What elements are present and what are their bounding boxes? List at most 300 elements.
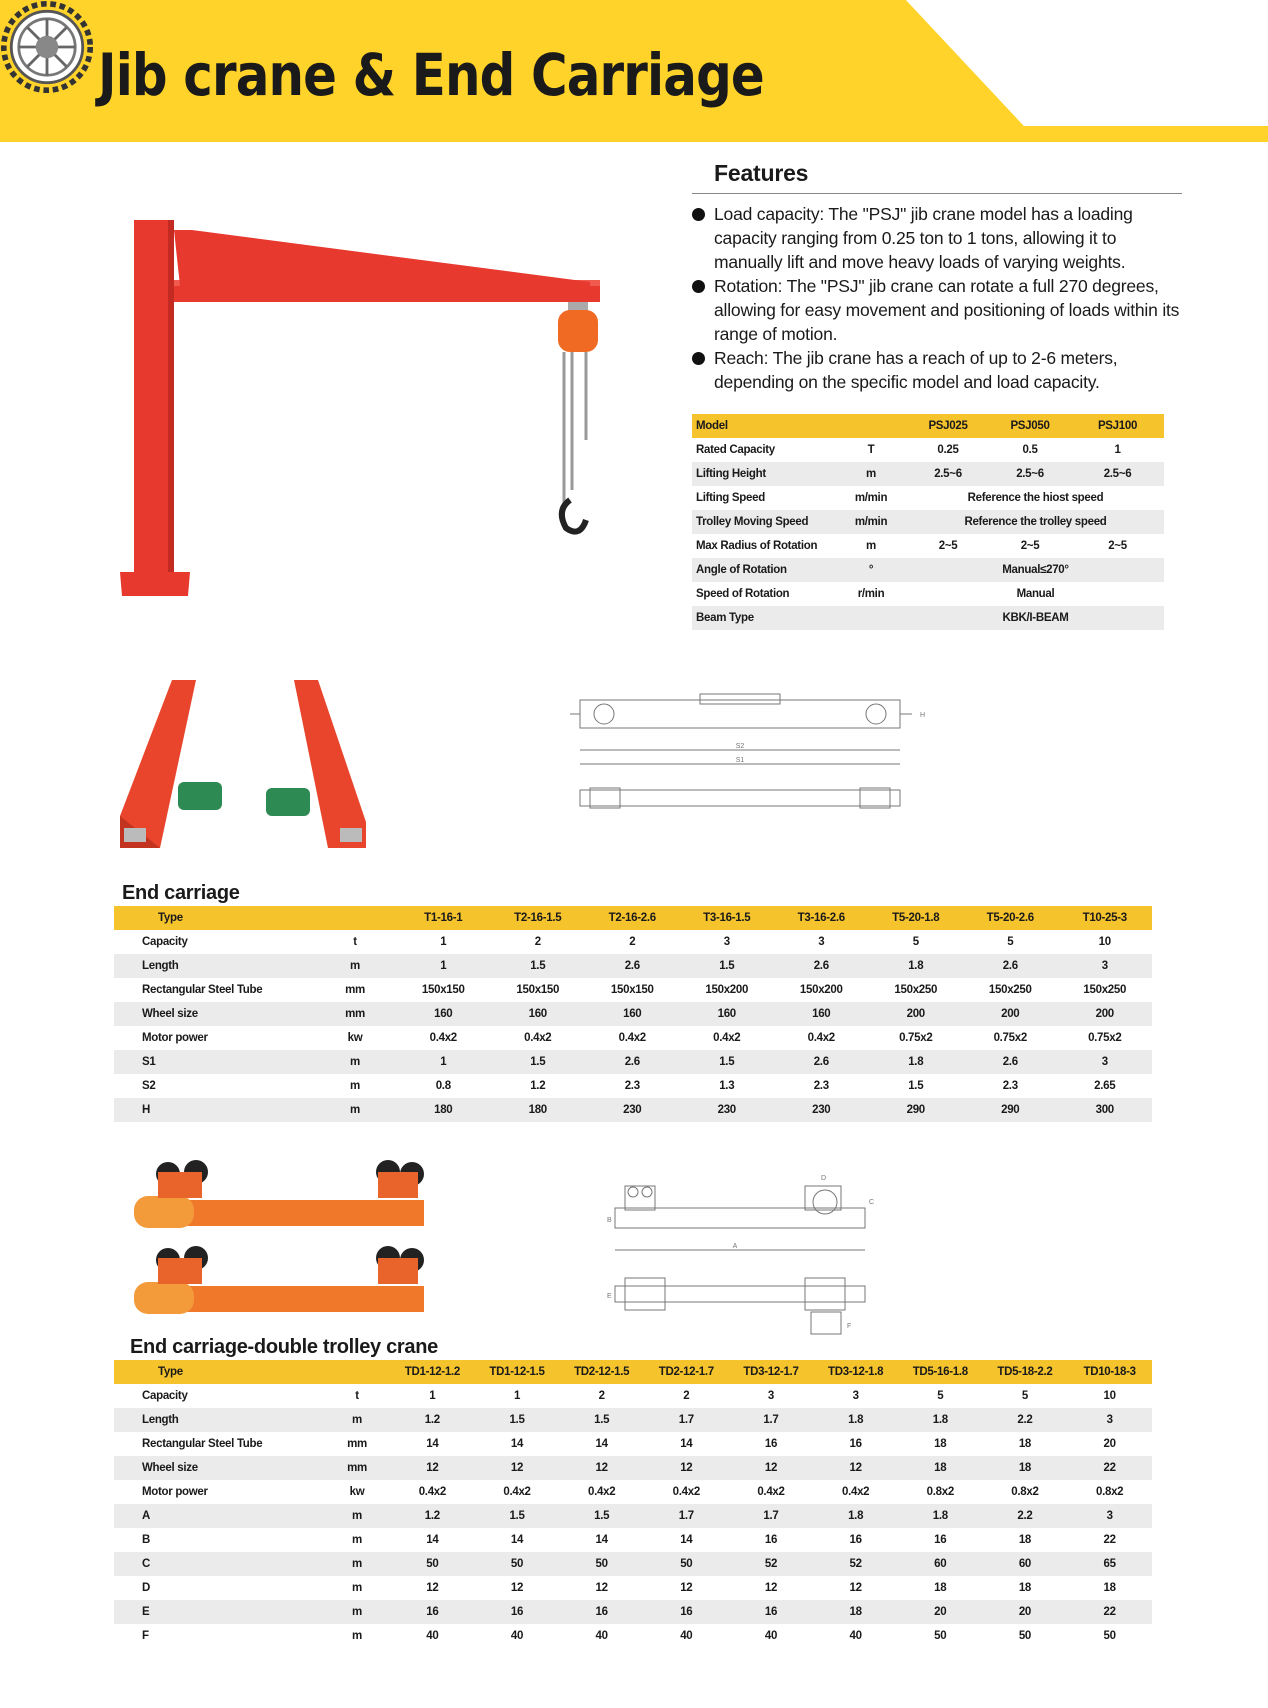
table-cell: 1.2: [390, 1504, 475, 1528]
table-cell: 160: [680, 1002, 775, 1026]
table-cell: 0.4x2: [618, 1032, 646, 1044]
table-cell: 1.5: [475, 1504, 560, 1528]
table-row: [114, 1098, 1152, 1122]
table-cell: 12: [849, 1582, 862, 1594]
unit-cell: t: [353, 936, 357, 948]
table-cell: 1.8: [813, 1504, 898, 1528]
table-cell: 0.8x2: [926, 1486, 954, 1498]
unit-cell: mm: [314, 1002, 396, 1026]
table-cell: 2.5~6: [989, 462, 1071, 486]
table-cell: 1: [440, 936, 447, 948]
table-cell: 50: [1103, 1630, 1116, 1642]
table-cell: 16: [764, 1534, 778, 1546]
unit-cell: m: [324, 1408, 390, 1432]
table-row: [114, 1504, 1152, 1528]
table-cell: 0.4x2: [524, 1032, 552, 1044]
table-row: [114, 1050, 1152, 1074]
table-cell: 0.4x2: [713, 1032, 741, 1044]
feature-load-capacity: Load capacity: The "PSJ" jib crane model has a loading capacity ranging from 0.25 ton to 1 tons, allowing it to manually lift and move heavy loads of varying weights.: [692, 202, 1182, 274]
table-row: [692, 534, 1164, 558]
table-row: [114, 1384, 1152, 1408]
table-row: [114, 954, 1152, 978]
table-cell: 200: [869, 1002, 964, 1026]
table-cell: 150x150: [516, 984, 560, 996]
table-cell: 50: [644, 1552, 729, 1576]
table-cell: 14: [680, 1534, 693, 1546]
table-cell: 300: [1058, 1098, 1153, 1122]
row-label: Motor power: [142, 1486, 208, 1498]
row-label: Length: [114, 954, 314, 978]
table-cell: 160: [585, 1002, 680, 1026]
dimension-label-s1: S1: [735, 757, 745, 764]
table-cell: 40: [426, 1630, 439, 1642]
table-cell: 12: [764, 1582, 778, 1594]
table-row: [114, 1026, 1152, 1050]
row-label: D: [142, 1582, 151, 1594]
table-cell: 1.2: [390, 1408, 475, 1432]
dimension-label-b: B: [607, 1217, 612, 1224]
table-cell: 160: [491, 1002, 586, 1026]
jib-crane-spec-table: [692, 414, 1164, 630]
header-cell: Type: [114, 1360, 324, 1384]
table-cell: 1.7: [729, 1504, 814, 1528]
unit-cell: mm: [324, 1456, 390, 1480]
unit-cell: m: [314, 1098, 396, 1122]
table-cell: 3: [1058, 954, 1153, 978]
unit-cell: mm: [347, 1438, 367, 1450]
table-cell: 2~5: [1108, 540, 1127, 552]
dimension-label-s2: S2: [735, 743, 745, 750]
table-cell: 1.7: [644, 1408, 729, 1432]
table-cell: 40: [849, 1630, 862, 1642]
table-cell: 1.5: [475, 1408, 560, 1432]
table-row: [114, 1528, 1152, 1552]
unit-cell: m: [835, 462, 907, 486]
header-cell: TD1-12-1.5: [475, 1360, 560, 1384]
table-header-row: [114, 906, 1152, 930]
header-banner: [0, 0, 1268, 142]
table-cell: 2: [629, 936, 636, 948]
row-label: Rated Capacity: [696, 444, 775, 456]
table-row: [692, 606, 1164, 630]
table-cell: 1: [1114, 444, 1121, 456]
table-cell: 16: [475, 1600, 560, 1624]
table-header-row: [114, 1360, 1152, 1384]
table-row: [692, 462, 1164, 486]
table-cell: 14: [595, 1438, 608, 1450]
feature-reach: Reach: The jib crane has a reach of up to 2-6 meters, depending on the specific model and load capacity.: [692, 346, 1182, 394]
table-cell: 2: [683, 1390, 690, 1402]
table-cell: 60: [983, 1552, 1068, 1576]
header-cell: [835, 414, 907, 438]
table-cell: KBK/I-BEAM: [907, 606, 1164, 630]
row-label: Rectangular Steel Tube: [142, 1438, 263, 1450]
row-label: S2: [142, 1080, 156, 1092]
features-list: [692, 202, 1182, 394]
table-cell: 22: [1067, 1600, 1152, 1624]
header-cell: TD2-12-1.7: [644, 1360, 729, 1384]
table-cell: 14: [595, 1534, 608, 1546]
table-row: [114, 1456, 1152, 1480]
table-cell: 3: [723, 936, 730, 948]
table-cell: 14: [426, 1438, 439, 1450]
table-cell: 16: [849, 1438, 862, 1450]
table-cell: 2.6: [774, 1050, 869, 1074]
table-cell: 18: [1018, 1534, 1032, 1546]
table-cell: 1: [429, 1390, 436, 1402]
table-cell: 150x250: [1083, 984, 1127, 996]
table-cell: 12: [680, 1582, 693, 1594]
table-cell: 2: [598, 1390, 605, 1402]
table-cell: 290: [869, 1098, 964, 1122]
unit-cell: mm: [345, 984, 365, 996]
end-carriage-spec-table: [114, 906, 1152, 1122]
table-row: [692, 486, 1164, 510]
table-cell: 0.4x2: [503, 1486, 531, 1498]
table-cell: 0.4x2: [807, 1032, 835, 1044]
table-row: [114, 1624, 1152, 1648]
table-cell: 150x150: [421, 984, 465, 996]
table-cell: 12: [729, 1456, 814, 1480]
header-cell: TD3-12-1.8: [813, 1360, 898, 1384]
table-cell: 2.2: [983, 1408, 1068, 1432]
table-cell: 0.25: [937, 444, 959, 456]
table-cell: 1.8: [869, 954, 964, 978]
table-cell: 14: [510, 1534, 524, 1546]
table-cell: 2~5: [1020, 540, 1040, 552]
feature-rotation: Rotation: The "PSJ" jib crane can rotate a full 270 degrees, allowing for easy movement and positioning of loads within its range of motion.: [692, 274, 1182, 346]
unit-cell: m: [314, 954, 396, 978]
table-cell: 18: [1103, 1582, 1116, 1594]
table-row: [114, 1480, 1152, 1504]
table-cell: 40: [764, 1630, 778, 1642]
table-cell: 0.4x2: [418, 1486, 446, 1498]
table-cell: 2.5~6: [907, 462, 989, 486]
header-cell: TD3-12-1.7: [729, 1360, 814, 1384]
table-cell: 1.5: [559, 1408, 644, 1432]
header-cell: TD5-18-2.2: [983, 1360, 1068, 1384]
table-row: [114, 978, 1152, 1002]
table-cell: 3: [1067, 1504, 1152, 1528]
unit-cell: [835, 606, 907, 630]
table-cell: 0.4x2: [588, 1486, 616, 1498]
table-cell: 2.6: [774, 954, 869, 978]
unit-cell: m: [350, 1080, 360, 1092]
unit-cell: m: [314, 1050, 396, 1074]
table-cell: 1.5: [680, 954, 775, 978]
header-cell: TD1-12-1.2: [390, 1360, 475, 1384]
table-cell: 22: [1103, 1534, 1116, 1546]
unit-cell: m: [352, 1534, 362, 1546]
header-cell: T3-16-2.6: [774, 906, 869, 930]
table-cell: 12: [644, 1456, 729, 1480]
table-cell: 1.5: [680, 1050, 775, 1074]
table-cell: 0.5: [1022, 444, 1038, 456]
table-row: [114, 930, 1152, 954]
unit-cell: m: [324, 1600, 390, 1624]
header-cell: PSJ100: [1071, 414, 1164, 438]
table-cell: 0.8x2: [1011, 1486, 1039, 1498]
table-cell: 230: [774, 1098, 869, 1122]
table-cell: 52: [813, 1552, 898, 1576]
dimension-label-d: D: [821, 1175, 827, 1182]
table-cell: 2.2: [983, 1504, 1068, 1528]
table-cell: 180: [396, 1098, 491, 1122]
unit-cell: kw: [347, 1032, 363, 1044]
table-cell: Manual: [1016, 588, 1055, 600]
table-cell: 5: [1021, 1390, 1028, 1402]
table-cell: 5: [937, 1390, 944, 1402]
table-row: [692, 438, 1164, 462]
header-cell: PSJ025: [907, 414, 989, 438]
table-cell: 0.4x2: [757, 1486, 785, 1498]
table-cell: 14: [426, 1534, 439, 1546]
page-title: Jib crane & End Carriage: [98, 41, 764, 109]
table-cell: 12: [390, 1456, 475, 1480]
table-cell: Reference the hiost speed: [967, 492, 1104, 504]
table-cell: 2.6: [963, 954, 1058, 978]
table-cell: 0.4x2: [672, 1486, 700, 1498]
table-cell: 16: [934, 1534, 947, 1546]
row-label: Lifting Height: [692, 462, 835, 486]
header-cell: T10-25-3: [1058, 906, 1153, 930]
table-cell: 1.8: [869, 1050, 964, 1074]
table-row: [114, 1552, 1152, 1576]
table-cell: 0.75x2: [899, 1032, 933, 1044]
row-label: Capacity: [142, 1390, 188, 1402]
row-label: Rectangular Steel Tube: [142, 984, 263, 996]
row-label: Trolley Moving Speed: [692, 510, 835, 534]
table-row: [692, 582, 1164, 606]
table-cell: 5: [1007, 936, 1014, 948]
table-cell: 12: [595, 1582, 608, 1594]
table-cell: 1.7: [729, 1408, 814, 1432]
table-cell: 5: [912, 936, 919, 948]
header-cell: [314, 906, 396, 930]
row-label: Beam Type: [692, 606, 835, 630]
dimension-label-e: E: [607, 1293, 612, 1300]
row-label: Angle of Rotation: [692, 558, 835, 582]
row-label: Motor power: [142, 1032, 208, 1044]
table-cell: Reference the trolley speed: [907, 510, 1164, 534]
unit-cell: T: [867, 444, 875, 456]
table-cell: 18: [983, 1456, 1068, 1480]
table-cell: 18: [934, 1438, 947, 1450]
row-label: Capacity: [142, 936, 188, 948]
row-label: Max Radius of Rotation: [696, 540, 818, 552]
table-cell: 160: [774, 1002, 869, 1026]
table-cell: 230: [680, 1098, 775, 1122]
table-cell: 0.8x2: [1095, 1486, 1124, 1498]
unit-cell: m: [866, 540, 876, 552]
row-label: B: [142, 1534, 151, 1546]
header-cell: TD5-16-1.8: [898, 1360, 983, 1384]
table-cell: 2.6: [963, 1050, 1058, 1074]
unit-cell: m: [352, 1630, 362, 1642]
table-cell: 50: [559, 1552, 644, 1576]
table-cell: 2.3: [813, 1080, 829, 1092]
table-cell: 40: [595, 1630, 608, 1642]
table-row: [692, 510, 1164, 534]
table-cell: 0.4x2: [841, 1486, 870, 1498]
unit-cell: kw: [349, 1486, 365, 1498]
table-cell: 14: [510, 1438, 524, 1450]
end-carriage-drawing: [560, 690, 940, 820]
end-carriage-image: [114, 676, 374, 854]
double-trolley-image: [134, 1160, 434, 1318]
table-cell: 18: [1018, 1438, 1032, 1450]
table-cell: 2.65: [1094, 1080, 1116, 1092]
table-cell: 230: [585, 1098, 680, 1122]
table-cell: 2.6: [585, 954, 680, 978]
unit-cell: m/min: [835, 510, 907, 534]
table-cell: 20: [898, 1600, 983, 1624]
table-cell: 20: [1103, 1438, 1116, 1450]
table-cell: 40: [510, 1630, 524, 1642]
table-cell: 1.5: [491, 954, 586, 978]
table-cell: 18: [898, 1456, 983, 1480]
table-cell: 1: [513, 1390, 521, 1402]
table-cell: Manual≤270°: [907, 558, 1164, 582]
table-cell: 18: [813, 1600, 898, 1624]
table-cell: 1: [396, 954, 491, 978]
row-label: Speed of Rotation: [696, 588, 790, 600]
header-cell: Model: [692, 414, 835, 438]
table-cell: 3: [1058, 1050, 1153, 1074]
table-cell: 200: [1058, 1002, 1153, 1026]
header-cell: T2-16-2.6: [585, 906, 680, 930]
table-cell: 52: [729, 1552, 814, 1576]
table-cell: 40: [680, 1630, 693, 1642]
table-cell: 1.8: [898, 1504, 983, 1528]
unit-cell: m: [324, 1552, 390, 1576]
table-row: [114, 1576, 1152, 1600]
double-trolley-drawing: [585, 1168, 875, 1344]
row-label: H: [114, 1098, 314, 1122]
double-trolley-title: End carriage-double trolley crane: [130, 1336, 438, 1358]
unit-cell: m: [324, 1504, 390, 1528]
header-cell: PSJ050: [989, 414, 1071, 438]
table-cell: 20: [983, 1600, 1068, 1624]
table-row: [114, 1074, 1152, 1098]
table-cell: 1.5: [908, 1080, 924, 1092]
table-cell: 16: [559, 1600, 644, 1624]
table-cell: 3: [1067, 1408, 1152, 1432]
table-cell: 12: [475, 1456, 560, 1480]
table-cell: 200: [963, 1002, 1058, 1026]
table-cell: 18: [1018, 1582, 1032, 1594]
dimension-label-a: A: [732, 1243, 738, 1250]
header-cell: T1-16-1: [396, 906, 491, 930]
table-cell: 2.3: [1002, 1080, 1018, 1092]
dimension-label-f: F: [847, 1323, 852, 1330]
double-trolley-spec-table: [114, 1360, 1152, 1648]
row-label: Wheel size: [114, 1002, 314, 1026]
table-row: [692, 558, 1164, 582]
table-cell: 150x150: [610, 984, 654, 996]
table-cell: 12: [559, 1456, 644, 1480]
table-cell: 2.3: [624, 1080, 640, 1092]
row-label: E: [114, 1600, 324, 1624]
row-label: C: [114, 1552, 324, 1576]
header-cell: Type: [114, 906, 314, 930]
header-cell: T5-20-2.6: [963, 906, 1058, 930]
table-cell: 10: [1098, 936, 1111, 948]
table-row: [114, 1600, 1152, 1624]
table-cell: 50: [390, 1552, 475, 1576]
unit-cell: m: [352, 1582, 362, 1594]
table-cell: 1.8: [898, 1408, 983, 1432]
unit-cell: m/min: [854, 492, 888, 504]
table-cell: 1: [396, 1050, 491, 1074]
table-cell: 0.4x2: [429, 1032, 457, 1044]
row-label: Wheel size: [114, 1456, 324, 1480]
end-carriage-title: End carriage: [122, 882, 240, 904]
row-label: S1: [114, 1050, 314, 1074]
table-cell: 50: [934, 1630, 947, 1642]
table-cell: 3: [767, 1390, 775, 1402]
table-row: [114, 1002, 1152, 1026]
table-cell: 50: [475, 1552, 560, 1576]
table-cell: 150x250: [894, 984, 938, 996]
table-cell: 60: [898, 1552, 983, 1576]
table-cell: 50: [1018, 1630, 1032, 1642]
table-cell: 290: [963, 1098, 1058, 1122]
table-header-row: [692, 414, 1164, 438]
table-cell: 1.8: [813, 1408, 898, 1432]
table-cell: 1.5: [491, 1050, 586, 1074]
table-cell: 2: [534, 936, 541, 948]
table-cell: 150x200: [705, 984, 749, 996]
row-label: A: [114, 1504, 324, 1528]
header-cell: T2-16-1.5: [491, 906, 586, 930]
table-cell: 1.5: [559, 1504, 644, 1528]
header-cell: [324, 1360, 390, 1384]
table-cell: 14: [680, 1438, 693, 1450]
table-cell: 2~5: [938, 540, 958, 552]
table-row: [114, 1432, 1152, 1456]
dimension-label-h: H: [920, 712, 926, 719]
unit-cell: t: [355, 1390, 359, 1402]
table-cell: 16: [729, 1600, 814, 1624]
table-cell: 1.3: [719, 1080, 735, 1092]
table-cell: 18: [934, 1582, 947, 1594]
table-cell: 150x250: [988, 984, 1032, 996]
row-label: F: [142, 1630, 149, 1642]
table-cell: 0.75x2: [993, 1032, 1027, 1044]
table-cell: 180: [491, 1098, 586, 1122]
table-cell: 10: [1103, 1390, 1116, 1402]
row-label: Lifting Speed: [696, 492, 765, 504]
features-section: [692, 160, 1182, 394]
features-heading: Features: [692, 160, 1182, 194]
table-cell: 1.7: [644, 1504, 729, 1528]
table-cell: 16: [849, 1534, 862, 1546]
table-cell: 150x200: [799, 984, 843, 996]
table-cell: 2.5~6: [1071, 462, 1164, 486]
table-cell: 160: [396, 1002, 491, 1026]
table-cell: 16: [644, 1600, 729, 1624]
table-cell: 0.8: [435, 1080, 451, 1092]
table-row: [114, 1408, 1152, 1432]
dimension-label-c: C: [869, 1199, 875, 1206]
table-cell: 16: [764, 1438, 778, 1450]
header-cell: TD10-18-3: [1067, 1360, 1152, 1384]
table-cell: 22: [1067, 1456, 1152, 1480]
table-cell: 12: [510, 1582, 524, 1594]
table-cell: 3: [818, 936, 825, 948]
unit-cell: r/min: [857, 588, 885, 600]
